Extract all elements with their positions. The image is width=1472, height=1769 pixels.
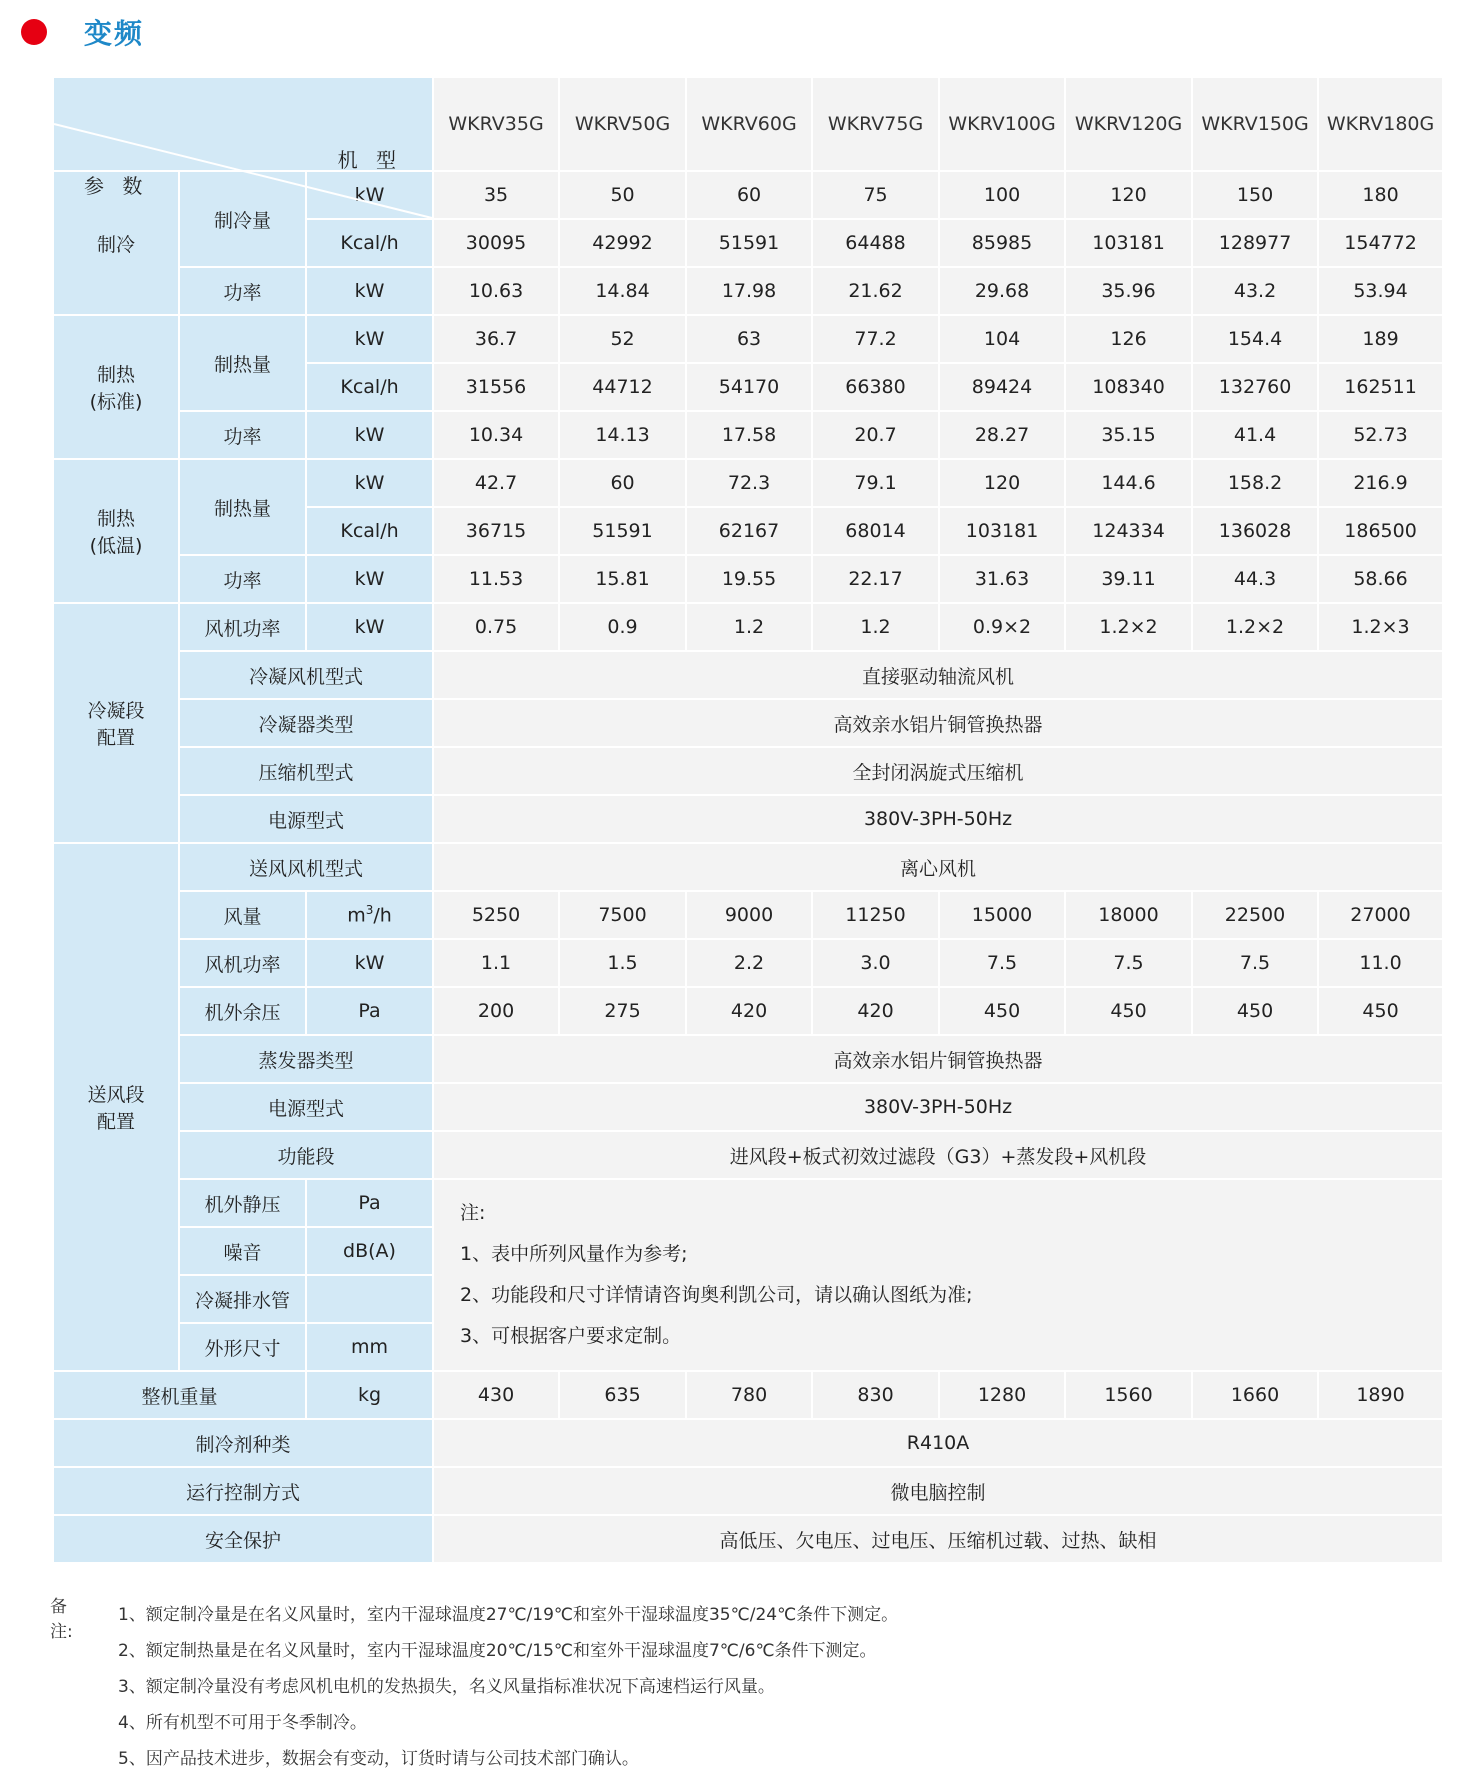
value-cell: 52 bbox=[559, 315, 686, 363]
unit-sup: 3 bbox=[365, 903, 374, 918]
model-header: WKRV120G bbox=[1065, 77, 1192, 171]
value-cell: 154.4 bbox=[1192, 315, 1318, 363]
table-row bbox=[53, 1371, 1443, 1419]
value-cell: 450 bbox=[1318, 987, 1443, 1035]
value-cell: 68014 bbox=[812, 507, 939, 555]
group-cooling: 制冷 bbox=[53, 171, 179, 315]
value-cell: 124334 bbox=[1065, 507, 1192, 555]
value-cell: 39.11 bbox=[1065, 555, 1192, 603]
table-row bbox=[53, 843, 1443, 891]
value-cell: 0.75 bbox=[433, 603, 559, 651]
merged-value-cell: 离心风机 bbox=[433, 843, 1443, 891]
page-header bbox=[0, 0, 1472, 64]
value-cell: 1890 bbox=[1318, 1371, 1443, 1419]
table-row bbox=[53, 939, 1443, 987]
value-cell: 41.4 bbox=[1192, 411, 1318, 459]
value-cell: 11.0 bbox=[1318, 939, 1443, 987]
merged-value-cell: 微电脑控制 bbox=[433, 1467, 1443, 1515]
table-row bbox=[53, 315, 1443, 363]
merged-value-cell: 高低压、欠电压、过电压、压缩机过载、过热、缺相 bbox=[433, 1515, 1443, 1563]
unit-label: kW bbox=[306, 315, 433, 363]
notes-cell bbox=[433, 1179, 1443, 1371]
value-cell: 3.0 bbox=[812, 939, 939, 987]
table-row bbox=[53, 77, 1443, 171]
merged-value-cell: 直接驱动轴流风机 bbox=[433, 651, 1443, 699]
value-cell: 780 bbox=[686, 1371, 812, 1419]
param-label: 功能段 bbox=[179, 1131, 433, 1179]
value-cell: 635 bbox=[559, 1371, 686, 1419]
table-row bbox=[53, 891, 1443, 939]
unit-label bbox=[306, 1275, 433, 1323]
value-cell: 830 bbox=[812, 1371, 939, 1419]
value-cell: 0.9×2 bbox=[939, 603, 1065, 651]
value-cell: 66380 bbox=[812, 363, 939, 411]
value-cell: 7.5 bbox=[939, 939, 1065, 987]
note-line: 1、表中所列风量作为参考; bbox=[460, 1243, 688, 1265]
value-cell: 35.15 bbox=[1065, 411, 1192, 459]
param-label: 机外余压 bbox=[179, 987, 306, 1035]
value-cell: 420 bbox=[686, 987, 812, 1035]
unit-label: kW bbox=[306, 267, 433, 315]
param-label: 冷凝器类型 bbox=[179, 699, 433, 747]
table-row bbox=[53, 795, 1443, 843]
corner-model-label: 机 型 bbox=[337, 148, 403, 172]
value-cell: 28.27 bbox=[939, 411, 1065, 459]
param-label: 冷凝风机型式 bbox=[179, 651, 433, 699]
merged-value-cell: 全封闭涡旋式压缩机 bbox=[433, 747, 1443, 795]
param-label: 冷凝排水管 bbox=[179, 1275, 306, 1323]
model-header: WKRV150G bbox=[1192, 77, 1318, 171]
value-cell: 18000 bbox=[1065, 891, 1192, 939]
value-cell: 186500 bbox=[1318, 507, 1443, 555]
value-cell: 1660 bbox=[1192, 1371, 1318, 1419]
value-cell: 53.94 bbox=[1318, 267, 1443, 315]
value-cell: 1.2×3 bbox=[1318, 603, 1443, 651]
table-row bbox=[53, 1515, 1443, 1563]
value-cell: 162511 bbox=[1318, 363, 1443, 411]
param-label: 制冷剂种类 bbox=[53, 1419, 433, 1467]
merged-value-cell: 进风段+板式初效过滤段（G3）+蒸发段+风机段 bbox=[433, 1131, 1443, 1179]
spec-table-wrapper bbox=[52, 76, 1444, 1564]
value-cell: 85985 bbox=[939, 219, 1065, 267]
group-supply-line2: 配置 bbox=[96, 1111, 135, 1133]
cooling-capacity-label: 制冷量 bbox=[179, 171, 306, 267]
value-cell: 75 bbox=[812, 171, 939, 219]
group-heating-std-line2: (标准) bbox=[89, 391, 143, 413]
value-cell: 14.13 bbox=[559, 411, 686, 459]
value-cell: 14.84 bbox=[559, 267, 686, 315]
model-header: WKRV50G bbox=[559, 77, 686, 171]
value-cell: 100 bbox=[939, 171, 1065, 219]
group-heating-low-line1: 制热 bbox=[96, 508, 135, 530]
table-row bbox=[53, 267, 1443, 315]
value-cell: 62167 bbox=[686, 507, 812, 555]
table-row bbox=[53, 1131, 1443, 1179]
corner-param-label: 参 数 bbox=[84, 174, 149, 198]
note-line: 3、可根据客户要求定制。 bbox=[460, 1325, 682, 1347]
table-row bbox=[53, 1467, 1443, 1515]
merged-value-cell: 高效亲水铝片铜管换热器 bbox=[433, 699, 1443, 747]
value-cell: 128977 bbox=[1192, 219, 1318, 267]
param-label: 蒸发器类型 bbox=[179, 1035, 433, 1083]
param-label: 风机功率 bbox=[179, 603, 306, 651]
value-cell: 15000 bbox=[939, 891, 1065, 939]
group-heating-std-line1: 制热 bbox=[96, 364, 135, 386]
value-cell: 120 bbox=[1065, 171, 1192, 219]
value-cell: 19.55 bbox=[686, 555, 812, 603]
value-cell: 36.7 bbox=[433, 315, 559, 363]
table-row bbox=[53, 987, 1443, 1035]
value-cell: 36715 bbox=[433, 507, 559, 555]
table-row bbox=[53, 1419, 1443, 1467]
value-cell: 103181 bbox=[1065, 219, 1192, 267]
value-cell: 120 bbox=[939, 459, 1065, 507]
spec-table bbox=[52, 76, 1444, 1564]
model-header: WKRV100G bbox=[939, 77, 1065, 171]
section-title: 变频 bbox=[84, 17, 145, 50]
param-label: 整机重量 bbox=[53, 1371, 306, 1419]
value-cell: 0.9 bbox=[559, 603, 686, 651]
table-row bbox=[53, 555, 1443, 603]
table-row bbox=[53, 603, 1443, 651]
value-cell: 72.3 bbox=[686, 459, 812, 507]
value-cell: 450 bbox=[939, 987, 1065, 1035]
value-cell: 60 bbox=[559, 459, 686, 507]
table-row bbox=[53, 1179, 1443, 1227]
value-cell: 63 bbox=[686, 315, 812, 363]
group-heating-low bbox=[53, 459, 179, 603]
value-cell: 31556 bbox=[433, 363, 559, 411]
value-cell: 150 bbox=[1192, 171, 1318, 219]
value-cell: 58.66 bbox=[1318, 555, 1443, 603]
value-cell: 158.2 bbox=[1192, 459, 1318, 507]
value-cell: 216.9 bbox=[1318, 459, 1443, 507]
table-row bbox=[53, 1035, 1443, 1083]
value-cell: 180 bbox=[1318, 171, 1443, 219]
table-row bbox=[53, 651, 1443, 699]
unit-label: kW bbox=[306, 555, 433, 603]
value-cell: 15.81 bbox=[559, 555, 686, 603]
merged-value-cell: 380V-3PH-50Hz bbox=[433, 795, 1443, 843]
value-cell: 20.7 bbox=[812, 411, 939, 459]
value-cell: 51591 bbox=[686, 219, 812, 267]
table-row bbox=[53, 411, 1443, 459]
heating-capacity-label: 制热量 bbox=[179, 459, 306, 555]
value-cell: 275 bbox=[559, 987, 686, 1035]
param-label: 风量 bbox=[179, 891, 306, 939]
param-label: 机外静压 bbox=[179, 1179, 306, 1227]
value-cell: 35.96 bbox=[1065, 267, 1192, 315]
value-cell: 35 bbox=[433, 171, 559, 219]
power-label: 功率 bbox=[179, 411, 306, 459]
table-row bbox=[53, 747, 1443, 795]
remark-line: 4、所有机型不可用于冬季制冷。 bbox=[118, 1713, 367, 1733]
value-cell: 430 bbox=[433, 1371, 559, 1419]
value-cell: 29.68 bbox=[939, 267, 1065, 315]
value-cell: 1.2×2 bbox=[1065, 603, 1192, 651]
value-cell: 154772 bbox=[1318, 219, 1443, 267]
remark-line: 2、额定制热量是在名义风量时，室内干湿球温度20℃/15℃和室外干湿球温度7℃/6℃条件下测定。 bbox=[118, 1641, 877, 1661]
value-cell: 10.34 bbox=[433, 411, 559, 459]
param-label: 送风风机型式 bbox=[179, 843, 433, 891]
unit-label: mm bbox=[306, 1323, 433, 1371]
heating-capacity-label: 制热量 bbox=[179, 315, 306, 411]
param-label: 风机功率 bbox=[179, 939, 306, 987]
merged-value-cell: R410A bbox=[433, 1419, 1443, 1467]
value-cell: 1.2×2 bbox=[1192, 603, 1318, 651]
value-cell: 17.98 bbox=[686, 267, 812, 315]
value-cell: 450 bbox=[1192, 987, 1318, 1035]
value-cell: 103181 bbox=[939, 507, 1065, 555]
value-cell: 420 bbox=[812, 987, 939, 1035]
unit-label: Pa bbox=[306, 987, 433, 1035]
value-cell: 1560 bbox=[1065, 1371, 1192, 1419]
value-cell: 136028 bbox=[1192, 507, 1318, 555]
param-label: 安全保护 bbox=[53, 1515, 433, 1563]
unit-tail: /h bbox=[373, 904, 392, 927]
unit-label: dB(A) bbox=[306, 1227, 433, 1275]
model-header: WKRV75G bbox=[812, 77, 939, 171]
value-cell: 450 bbox=[1065, 987, 1192, 1035]
value-cell: 60 bbox=[686, 171, 812, 219]
unit-label: kW bbox=[306, 459, 433, 507]
group-condenser bbox=[53, 603, 179, 843]
value-cell: 30095 bbox=[433, 219, 559, 267]
unit-label: kg bbox=[306, 1371, 433, 1419]
unit-label: Kcal/h bbox=[306, 219, 433, 267]
value-cell: 42.7 bbox=[433, 459, 559, 507]
value-cell: 52.73 bbox=[1318, 411, 1443, 459]
bullet-dot bbox=[21, 19, 47, 45]
value-cell: 200 bbox=[433, 987, 559, 1035]
value-cell: 1.5 bbox=[559, 939, 686, 987]
unit-m: m bbox=[347, 904, 366, 927]
unit-label: Kcal/h bbox=[306, 507, 433, 555]
param-label: 电源型式 bbox=[179, 795, 433, 843]
unit-label: kW bbox=[306, 603, 433, 651]
param-label: 运行控制方式 bbox=[53, 1467, 433, 1515]
unit-label: kW bbox=[306, 939, 433, 987]
value-cell: 104 bbox=[939, 315, 1065, 363]
note-line: 2、功能段和尺寸详情请咨询奥利凯公司，请以确认图纸为准; bbox=[460, 1284, 973, 1306]
param-label: 电源型式 bbox=[179, 1083, 433, 1131]
merged-value-cell: 高效亲水铝片铜管换热器 bbox=[433, 1035, 1443, 1083]
value-cell: 77.2 bbox=[812, 315, 939, 363]
value-cell: 64488 bbox=[812, 219, 939, 267]
unit-label: Pa bbox=[306, 1179, 433, 1227]
remark-line: 1、额定制冷量是在名义风量时，室内干湿球温度27℃/19℃和室外干湿球温度35℃/24℃条件下测定。 bbox=[118, 1605, 899, 1625]
power-label: 功率 bbox=[179, 267, 306, 315]
value-cell: 1.1 bbox=[433, 939, 559, 987]
value-cell: 54170 bbox=[686, 363, 812, 411]
value-cell: 9000 bbox=[686, 891, 812, 939]
value-cell: 21.62 bbox=[812, 267, 939, 315]
group-condenser-line2: 配置 bbox=[96, 727, 135, 749]
value-cell: 17.58 bbox=[686, 411, 812, 459]
merged-value-cell: 380V-3PH-50Hz bbox=[433, 1083, 1443, 1131]
param-label: 噪音 bbox=[179, 1227, 306, 1275]
param-label: 外形尺寸 bbox=[179, 1323, 306, 1371]
value-cell: 126 bbox=[1065, 315, 1192, 363]
value-cell: 144.6 bbox=[1065, 459, 1192, 507]
remarks-label: 备注: bbox=[50, 1597, 73, 1642]
model-header: WKRV180G bbox=[1318, 77, 1443, 171]
value-cell: 7.5 bbox=[1192, 939, 1318, 987]
value-cell: 11.53 bbox=[433, 555, 559, 603]
value-cell: 7500 bbox=[559, 891, 686, 939]
remark-line: 5、因产品技术进步，数据会有变动，订货时请与公司技术部门确认。 bbox=[118, 1749, 639, 1769]
value-cell: 189 bbox=[1318, 315, 1443, 363]
value-cell: 1.2 bbox=[686, 603, 812, 651]
value-cell: 27000 bbox=[1318, 891, 1443, 939]
value-cell: 42992 bbox=[559, 219, 686, 267]
table-row bbox=[53, 1083, 1443, 1131]
unit-label: Kcal/h bbox=[306, 363, 433, 411]
value-cell: 44.3 bbox=[1192, 555, 1318, 603]
value-cell: 11250 bbox=[812, 891, 939, 939]
value-cell: 10.63 bbox=[433, 267, 559, 315]
value-cell: 22.17 bbox=[812, 555, 939, 603]
value-cell: 89424 bbox=[939, 363, 1065, 411]
power-label: 功率 bbox=[179, 555, 306, 603]
value-cell: 132760 bbox=[1192, 363, 1318, 411]
group-supply-line1: 送风段 bbox=[87, 1084, 145, 1106]
value-cell: 50 bbox=[559, 171, 686, 219]
value-cell: 31.63 bbox=[939, 555, 1065, 603]
value-cell: 1.2 bbox=[812, 603, 939, 651]
unit-label: kW bbox=[306, 171, 433, 219]
group-supply bbox=[53, 843, 179, 1371]
value-cell: 51591 bbox=[559, 507, 686, 555]
unit-label bbox=[306, 891, 433, 939]
group-heating-std bbox=[53, 315, 179, 459]
value-cell: 7.5 bbox=[1065, 939, 1192, 987]
value-cell: 2.2 bbox=[686, 939, 812, 987]
model-header: WKRV35G bbox=[433, 77, 559, 171]
notes-title: 注: bbox=[460, 1202, 486, 1224]
value-cell: 79.1 bbox=[812, 459, 939, 507]
table-row bbox=[53, 699, 1443, 747]
param-label: 压缩机型式 bbox=[179, 747, 433, 795]
group-heating-low-line2: (低温) bbox=[89, 535, 143, 557]
value-cell: 108340 bbox=[1065, 363, 1192, 411]
value-cell: 44712 bbox=[559, 363, 686, 411]
unit-label: kW bbox=[306, 411, 433, 459]
table-row bbox=[53, 459, 1443, 507]
value-cell: 22500 bbox=[1192, 891, 1318, 939]
value-cell: 1280 bbox=[939, 1371, 1065, 1419]
remark-line: 3、额定制冷量没有考虑风机电机的发热损失，名义风量指标准状况下高速档运行风量。 bbox=[118, 1677, 775, 1697]
model-header: WKRV60G bbox=[686, 77, 812, 171]
value-cell: 5250 bbox=[433, 891, 559, 939]
group-condenser-line1: 冷凝段 bbox=[87, 700, 145, 722]
value-cell: 43.2 bbox=[1192, 267, 1318, 315]
